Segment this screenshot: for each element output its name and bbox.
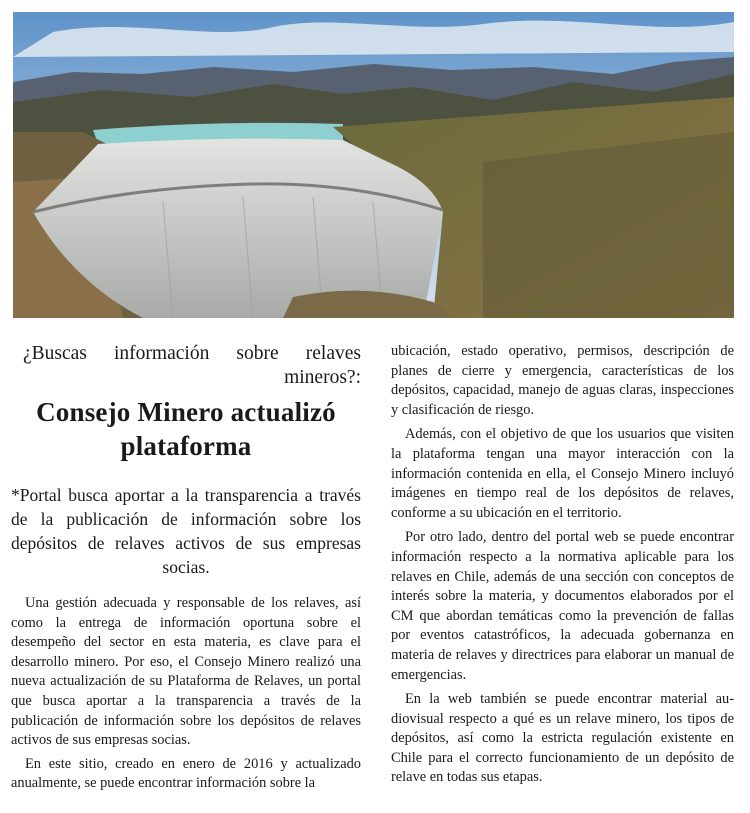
article-paragraph-3: Además, con el objetivo de que los usuarios que visiten la plataforma tengan una mayor interacción con la información contenida en ella, el Consejo Minero incluyó imágenes en tiempo real de los depósitos de relaves, conforme a su ubicación en el territorio.: [391, 426, 734, 521]
article-left-column: [11, 342, 361, 798]
article-paragraph-4: Por otro lado, dentro del portal web se puede encontrar información respecto a la normativa aplicable para los relaves en Chile, además de una sección con conceptos de interés sobre la materia, y documentos elaborados por el CM que abordan temáticas como la prevención de fallas por eventos catastróficos, la adecuada gobernanza en materia de relaves y directrices para elaborar un manual de emergencias.: [391, 529, 734, 683]
article-kicker: ¿Buscas información sobre relaves mineros?:: [23, 343, 361, 388]
article-right-column: [391, 342, 734, 793]
article-lead: *Portal busca aportar a la transparencia a través de la publicación de información sobre los depósitos de relaves activos de sus empresas socias.: [11, 485, 361, 577]
article-headline: Consejo Minero actualizó plataforma: [36, 397, 336, 461]
article-paragraph-1: Una gestión adecuada y responsable de los relaves, así como la entrega de información oportuna sobre el desempeño del sector en esta materia, es clave para el desarrollo minero. Por eso, el Consejo Minero realizó una nueva actualización de su Plataforma de Relaves, un portal que busca aportar a la transparencia a través de la publicación de información sobre los depósitos de relaves activos de sus empresas socias.: [11, 595, 361, 749]
article-paragraph-2-continued: ubicación, estado operativo, permisos, descripción de planes de cierre y emergencia, características de los depósitos, capacidad, manejo de aguas claras, inspecciones y clasificación de riesgo.: [391, 343, 734, 418]
article-paragraph-2: En este sitio, creado en enero de 2016 y actualizado anualmente, se puede encontrar información sobre la: [11, 755, 361, 792]
article-photo: [13, 12, 734, 318]
article-paragraph-5: En la web también se puede encontrar material audiovisual respecto a qué es un relave minero, los tipos de depósitos, así como la estricta regulación existente en Chile para el correcto funcionamiento de un depósito de relave en todas sus etapas.: [391, 691, 734, 786]
